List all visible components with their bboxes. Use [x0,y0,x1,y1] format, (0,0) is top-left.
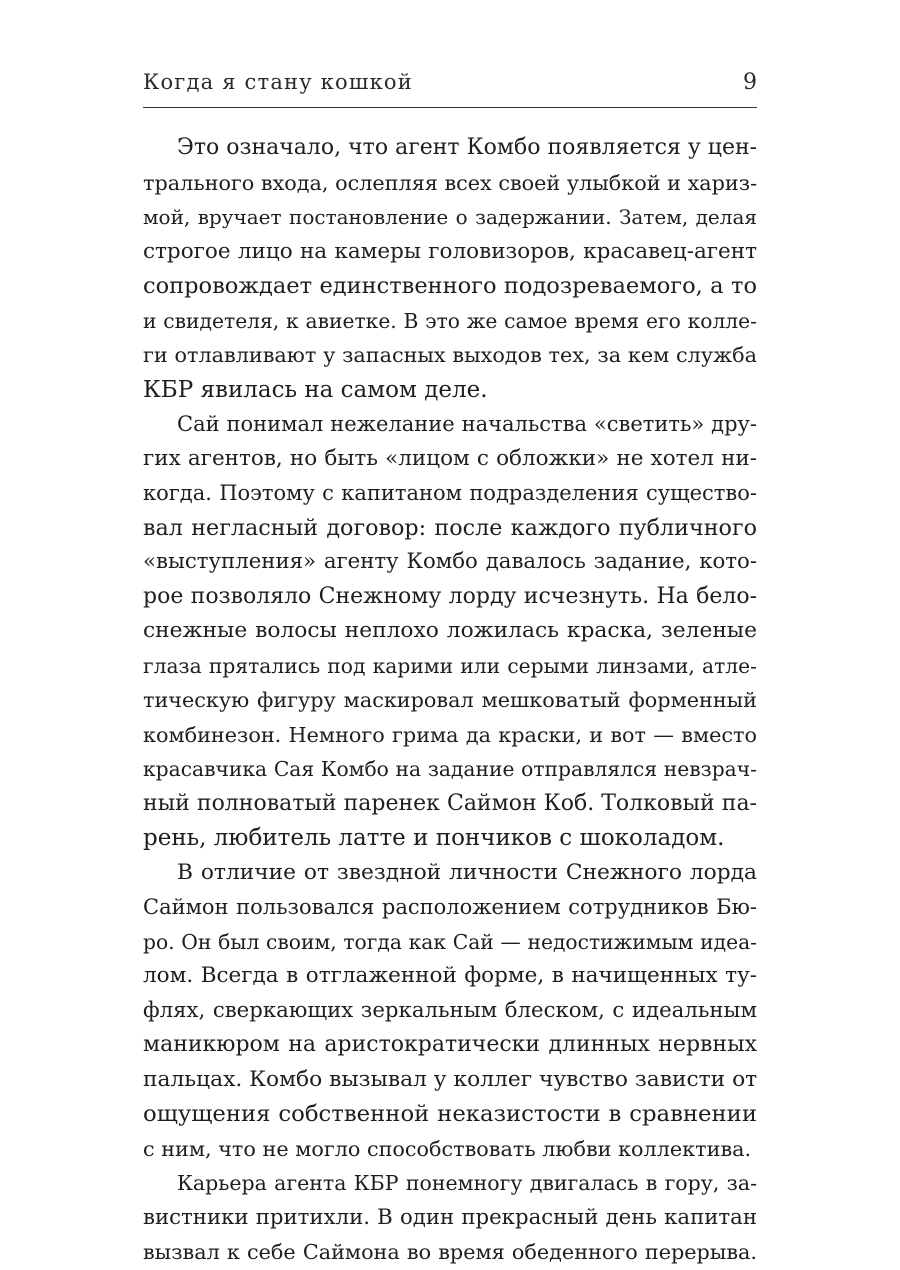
text-line: ный полноватый паренек Саймон Коб. Толковый па- [143,790,757,816]
text-line: рень, любитель латте и пончиков с шоколадом. [143,825,725,851]
text-line: ро. Он был своим, тогда как Сай — недостижимым идеа- [143,929,757,954]
text-line: флях, сверкающих зеркальным блеском, с идеальным [143,997,757,1023]
text-line: В отличие от звездной личности Снежного лорда [177,859,757,885]
text-line: красавчика Сая Комбо на задание отправлялся невзрач- [143,757,757,781]
text-line: когда. Поэтому с капитаном подразделения существо- [143,481,757,505]
text-line: тическую фигуру маскировал мешковатый форменный [143,688,757,712]
text-line: сопровождает единственного подозреваемого, а то [143,273,757,299]
text-line: маникюром на аристократически длинных нервных [143,1032,757,1057]
running-title: Когда я стану кошкой [143,70,413,94]
text-line: мой, вручает постановление о задержании. Затем, делая [143,205,757,229]
text-line: пальцах. Комбо вызывал у коллег чувство зависти от [143,1066,758,1092]
page-header [143,70,757,100]
text-line: строгое лицо на камеры головизоров, красавец-агент [143,238,757,264]
text-line: Карьера агента КБР понемногу двигалась в гору, за- [177,1171,757,1195]
text-line: Саймон пользовался расположением сотрудников Бю- [143,895,757,919]
header-rule [143,107,757,108]
text-line: и свидетеля, к авиетке. В это же самое время его колле- [143,308,757,333]
text-line: КБР явилась на самом деле. [143,376,488,403]
text-line: вызвал к себе Саймона во время обеденного перерыва. [143,1240,757,1264]
text-line: гих агентов, но быть «лицом с обложки» не хотел ни- [143,445,757,471]
text-line: вал негласный договор: после каждого публичного [143,514,757,541]
text-line: с ним, что не могло способствовать любви коллектива. [143,1136,752,1161]
text-line: вистники притихли. В один прекрасный день капитан [143,1204,757,1230]
text-line: лом. Всегда в отглаженной форме, в начищенных ту- [143,963,757,988]
text-line: ощущения собственной неказистости в сравнении [143,1101,757,1127]
page-number: 9 [743,70,757,95]
text-line: комбинезон. Немного грима да краски, и вот — вместо [143,722,757,747]
text-line: трального входа, ослепляя всех своей улыбкой и хариз- [143,170,758,195]
body-text [143,131,757,1270]
text-line: ги отлавливают у запасных выходов тех, за кем служба [143,343,757,367]
text-line: «выступления» агенту Комбо давалось задание, кото- [143,549,757,574]
text-line: Сай понимал нежелание начальства «светить» дру- [177,412,757,436]
text-line: снежные волосы неплохо ложилась краска, зеленые [143,618,757,643]
text-line: глаза прятались под карими или серыми линзами, атле- [143,653,757,678]
text-line: рое позволяло Снежному лорду исчезнуть. На бело- [143,583,757,609]
text-line: Это означало, что агент Комбо появляется у цен- [177,135,758,160]
